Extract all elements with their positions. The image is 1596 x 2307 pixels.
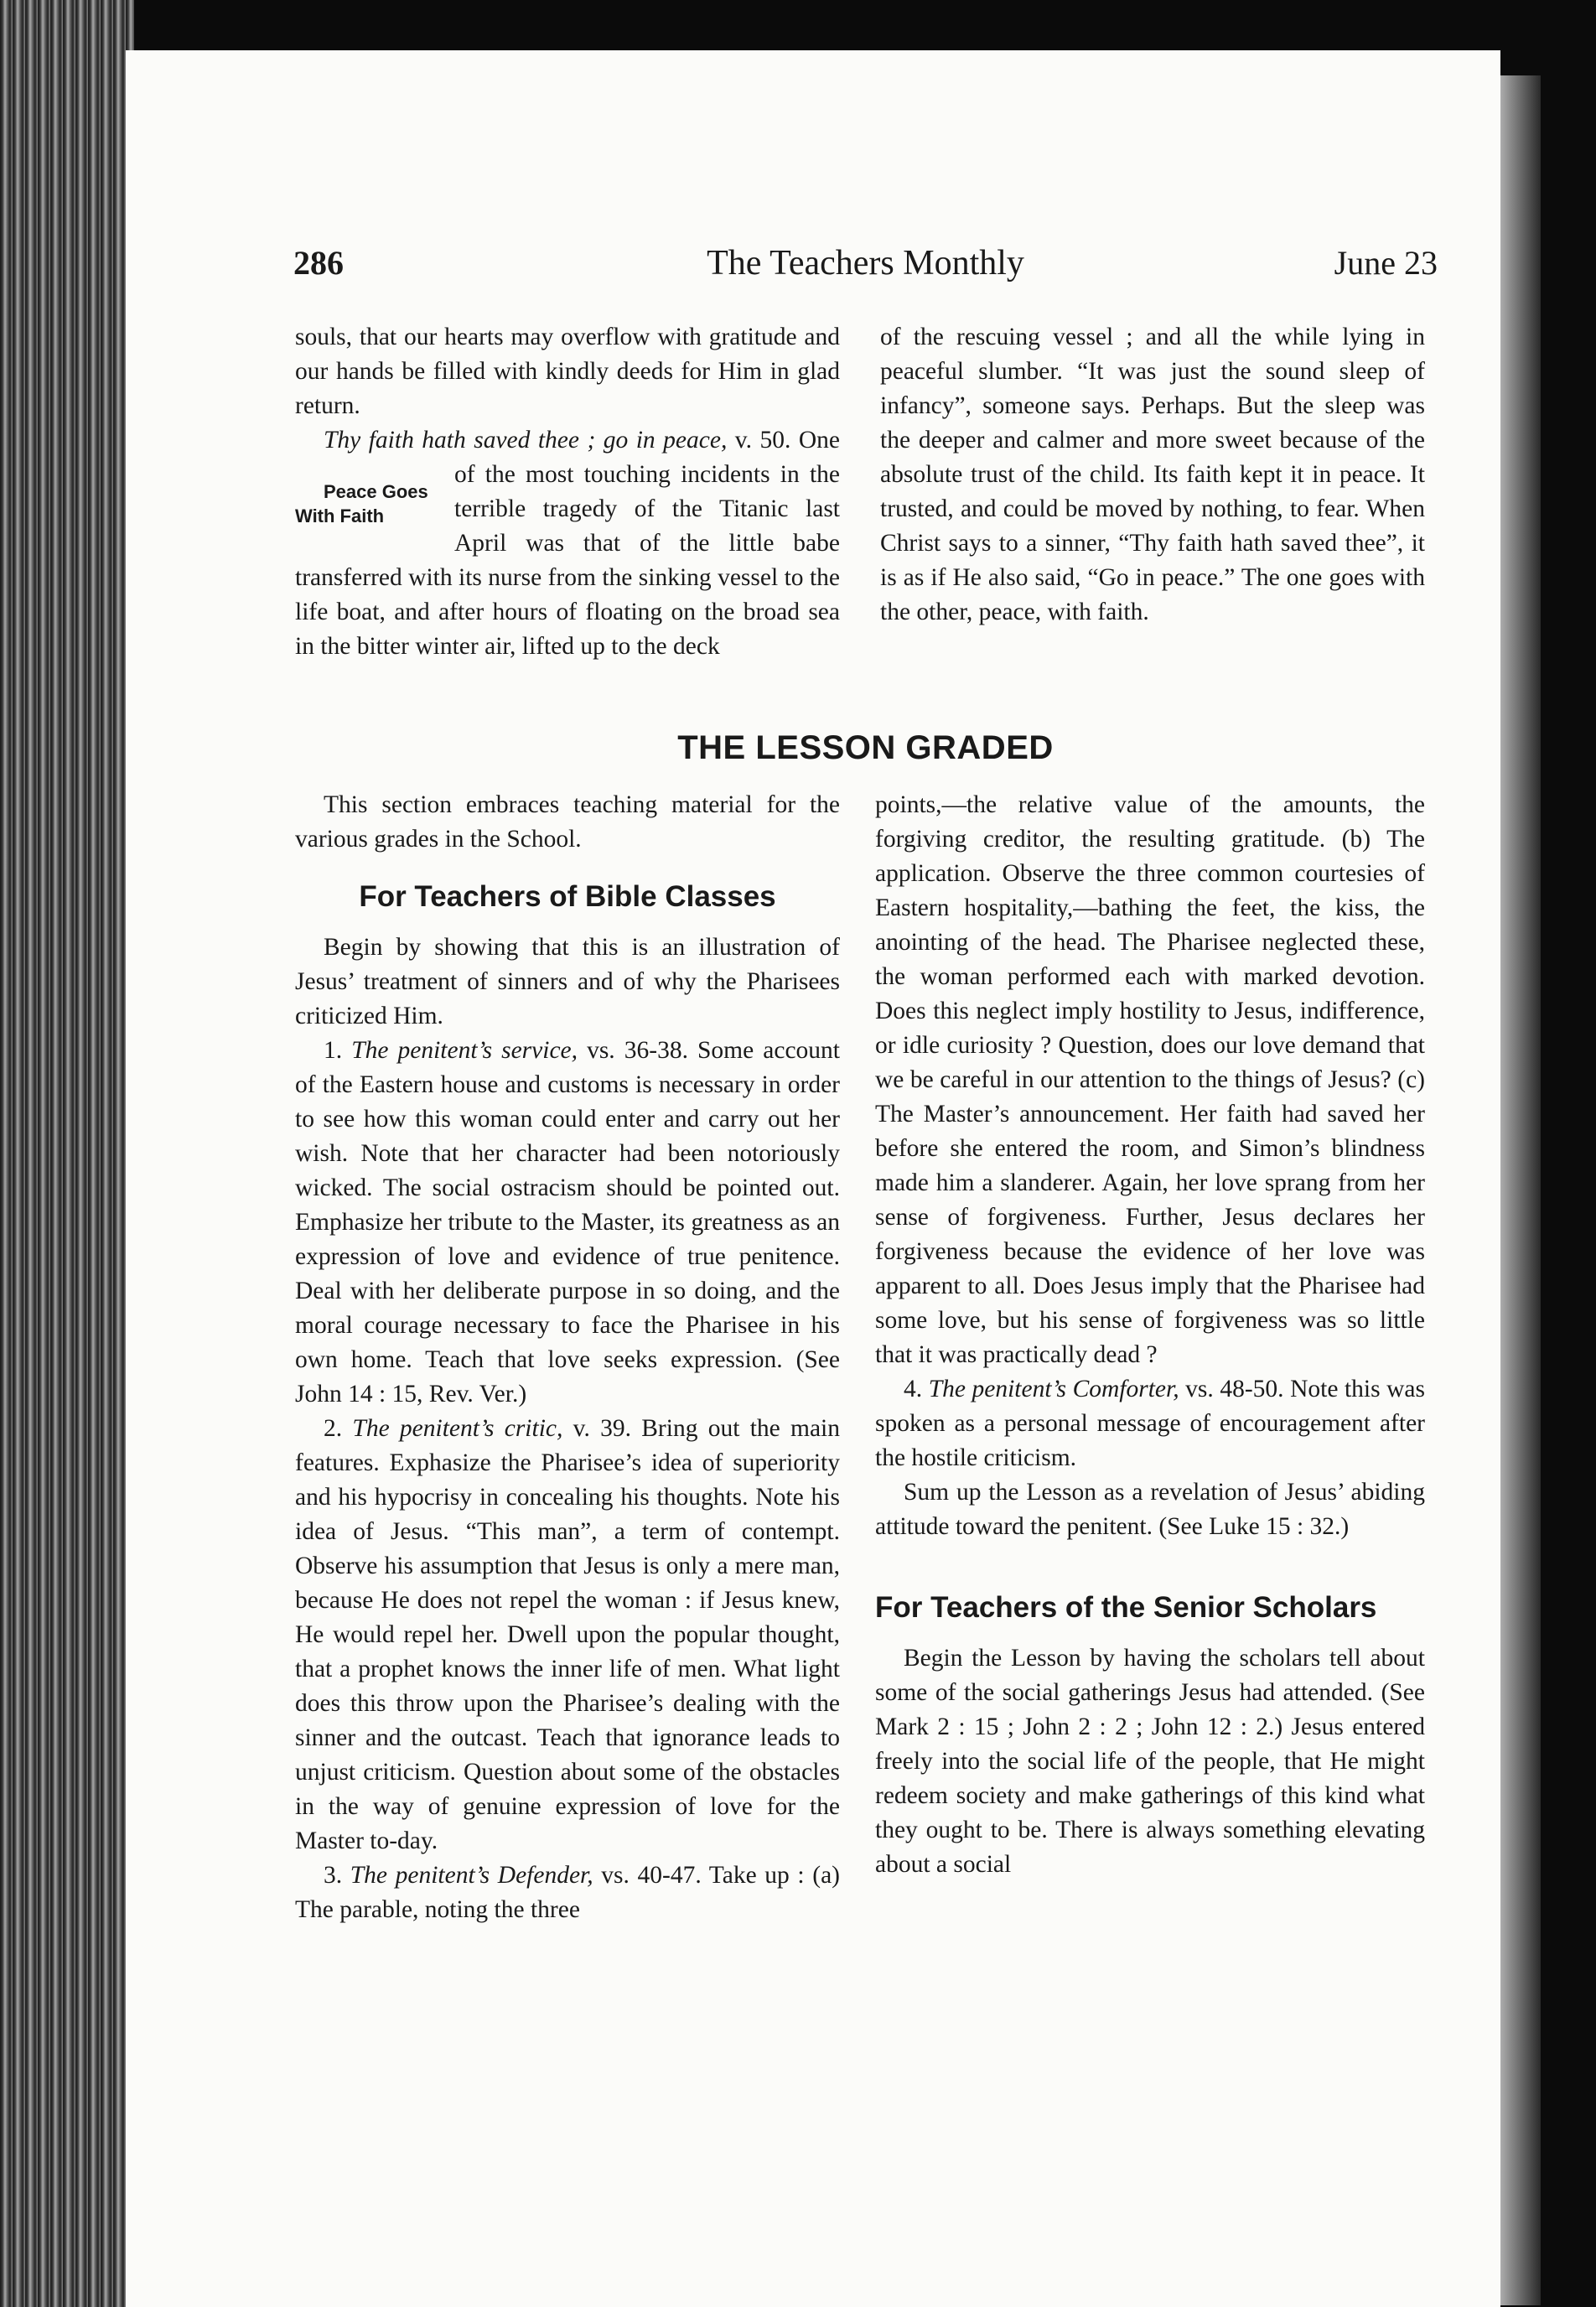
side-heading: Peace Goes With Faith <box>295 481 428 526</box>
top-left-column <box>295 320 840 664</box>
paragraph: Begin by showing that this is an illustration of Jesus’ treatment of sinners and of why the Pharisees criticized Him. <box>295 934 840 1029</box>
issue-date: June 23 <box>1334 244 1438 282</box>
running-header <box>293 243 1438 293</box>
italic-quote: Thy faith hath saved thee ; go in peace, <box>324 427 728 454</box>
top-right-column <box>880 320 1425 630</box>
paragraph: of the rescuing vessel ; and all the while lying in peaceful slumber. “It was just the sound sleep of infancy”, someone says. Perhaps. But the sleep was the deeper and calmer and more sweet because of the absolute trust of the child. Its faith kept it in peace. It trusted, and could be moved by nothing, to fear. When Christ says to a sinner, “Thy faith hath saved thee”, it is as if He also said, “Go in peace.” The one goes with the other, peace, with faith. <box>880 324 1425 625</box>
paragraph: Sum up the Lesson as a revelation of Jesus’ abiding attitude toward the penitent. (See Luke 15 : 32.) <box>875 1479 1425 1540</box>
book-spine-pages <box>0 0 134 2307</box>
bible-classes-heading: For Teachers of Bible Classes <box>359 880 776 913</box>
paragraph: 3. The penitent’s Defender, vs. 40-47. Take up : (a) The parable, noting the three <box>295 1862 840 1923</box>
section-title: THE LESSON GRADED <box>677 729 1054 766</box>
lesson-right-column <box>875 788 1425 1882</box>
paragraph: 2. The penitent’s critic, v. 39. Bring out the main features. Exphasize the Pharisee’s idea of superiority and his hypocrisy in concealing his thoughts. Note his idea of Jesus. “This man”, a term of contempt. Observe his assumption that Jesus is only a mere man, because He does not repel the woman : if Jesus knew, He would repel her. Dwell upon the popular thought, that a prophet knows the inner life of men. What light does this throw upon the Pharisee’s dealing with the sinner and the outcast. Teach that ignorance leads to unjust criticism. Question about some of the obstacles in the way of genuine expression of love for the Master to-day. <box>295 1415 840 1854</box>
journal-title: The Teachers Monthly <box>707 244 1024 283</box>
lesson-left-column <box>295 788 840 1927</box>
paragraph: 1. The penitent’s service, vs. 36-38. Some account of the Eastern house and customs is necessary in order to see how this woman could enter and carry out her wish. Note that her character had been notoriously wicked. The social ostracism should be pointed out. Emphasize her tribute to the Master, its greatness as an expression of love and evidence of true penitence. Deal with her deliberate purpose in so doing, and the moral courage necessary to face the Pharisee in his own home. Teach that love seeks expression. (See John 14 : 15, Rev. Ver.) <box>295 1037 841 1408</box>
paragraph: 4. The penitent’s Comforter, vs. 48-50. Note this was spoken as a personal message of encouragement after the hostile criticism. <box>875 1376 1426 1471</box>
senior-scholars-heading: For Teachers of the Senior Scholars <box>875 1591 1377 1624</box>
paragraph: Begin the Lesson by having the scholars tell about some of the social gatherings Jesus had attended. (See Mark 2 : 15 ; John 2 : 2 ; John 12 : 2.) Jesus entered freely into the social life of the people, that He might redeem society and make gatherings of this kind what they ought to be. There is always something elevating about a social <box>875 1645 1425 1878</box>
page-number: 286 <box>293 244 344 282</box>
paragraph: Thy faith hath saved thee ; go in peace, v. 50. Peace Goes With Faith One of the most touching incidents in the terrible tragedy of the Titanic last April was that of the little babe transferred with its nurse from the sinking vessel to the life boat, and after hours of floating on the broad sea in the bitter winter air, lifted up to the deck <box>295 427 840 660</box>
paragraph: souls, that our hearts may overflow with gratitude and our hands be filled with kindly deeds for Him in glad return. <box>295 324 840 419</box>
intro-paragraph: This section embraces teaching material for the various grades in the School. <box>295 791 840 853</box>
paragraph: points,—the relative value of the amounts, the forgiving creditor, the resulting gratitude. (b) The application. Observe the three common courtesies of Eastern hospitality,—bathing the feet, the kiss, the anointing of the head. The Pharisee neglected these, the woman performed each with marked devotion. Does this neglect imply hostility to Jesus, indifference, or idle curiosity ? Question, does our love demand that we be careful in our attention to the things of Jesus? (c) The Master’s announcement. Her faith had saved her before she entered the room, and Simon’s blindness made him a slanderer. Again, her love sprang from her sense of forgiveness. Further, Jesus declares her forgiveness because the evidence of her love was apparent to all. Does Jesus imply that the Pharisee had some love, but his sense of forgiveness was so little that it was practically dead ? <box>875 791 1425 1368</box>
